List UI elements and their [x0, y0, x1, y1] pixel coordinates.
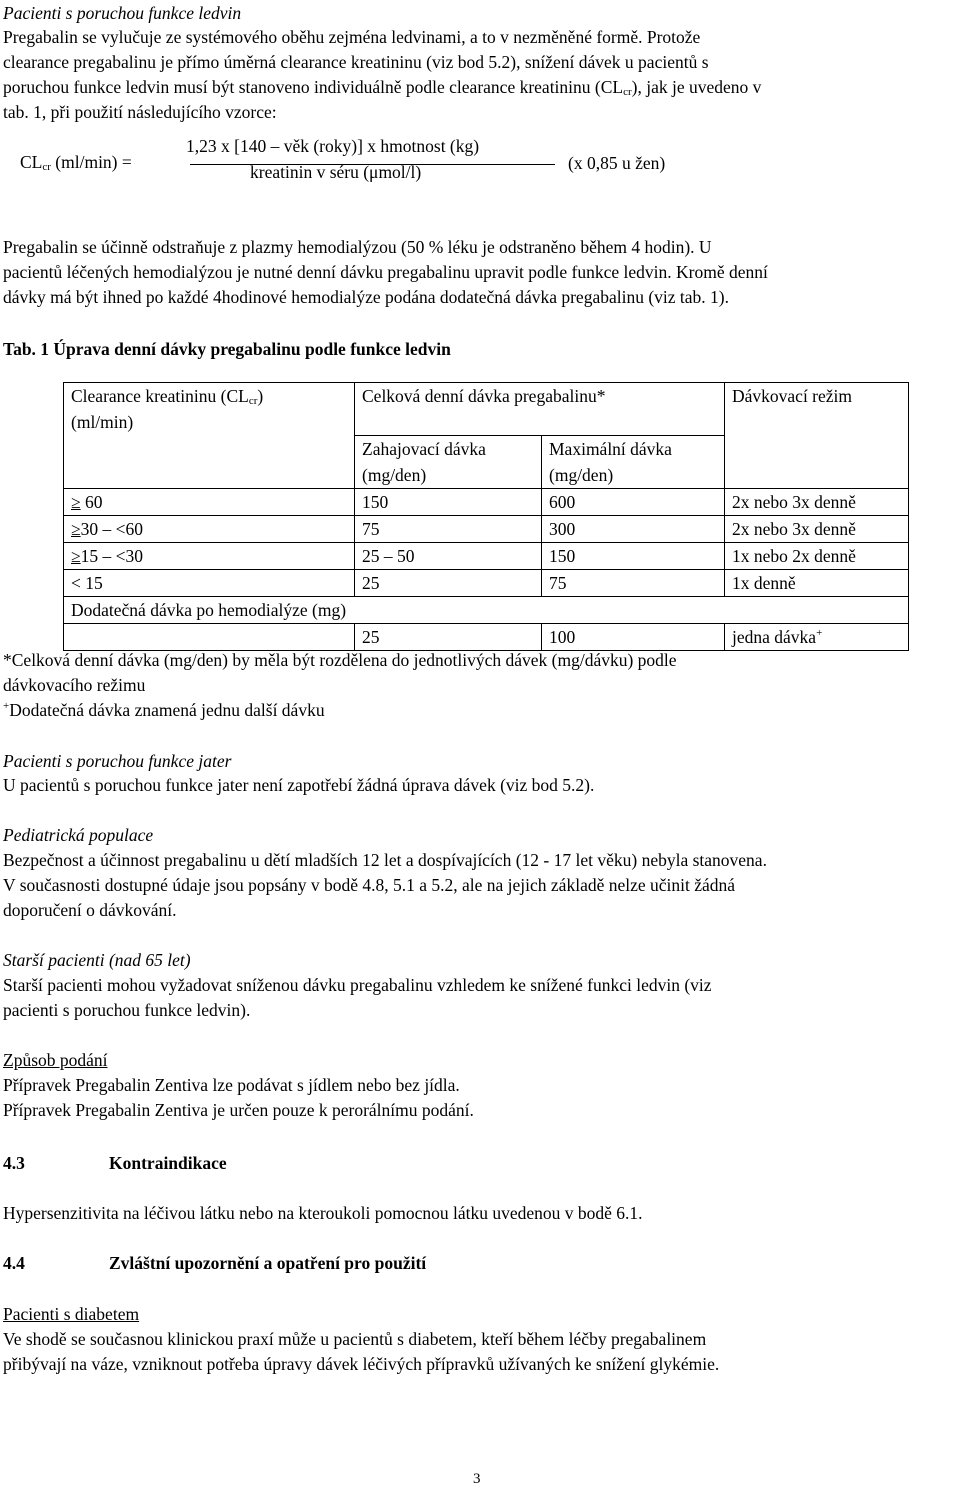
table-caption: Tab. 1 Úprava denní dávky pregabalinu podle funkce ledvin	[3, 339, 451, 359]
diabetes-text-line: Ve shodě se současnou klinickou praxí může u pacientů s diabetem, kteří během léčby pregabalinem	[3, 1329, 707, 1349]
cell-clearance: ≥ 60	[64, 489, 355, 516]
header-clearance: Clearance kreatininu $(CL_{cr})$ (ml/min)	[64, 383, 355, 489]
page-number: 3	[473, 1471, 481, 1487]
section-heading-hepatic: Pacienti s poruchou funkce jater	[3, 751, 232, 771]
formula-numerator: 1,23 x [140 – věk (roky)] x hmotnost (kg)	[186, 136, 480, 156]
section-heading-warnings: 4.4 Zvláštní upozornění a opatření pro použití	[3, 1253, 427, 1273]
cell-clearance: ≥15 – <30	[64, 543, 355, 570]
cell-dialysis-label: Dodatečná dávka po hemodialýze (mg)	[64, 597, 909, 624]
diabetes-text-line: přibývají na váze, vzniknout potřeba úpravy dávek léčivých přípravků užívaných ke snížení glykémie.	[3, 1354, 720, 1374]
elderly-text-line: pacienti s poruchou funkce ledvin).	[3, 1000, 251, 1020]
cell-clearance: < 15	[64, 570, 355, 597]
cell-regimen: 1x nebo 2x denně	[725, 543, 909, 570]
section-heading-administration: Způsob podání	[3, 1050, 108, 1070]
header-max-dose: Maximální dávka (mg/den)	[542, 436, 725, 489]
cell-max: 600	[542, 489, 725, 516]
pediatric-text-line: Bezpečnost a účinnost pregabalinu u dětí mladších 12 let a dospívajících (12 - 17 let věku) nebyla stanovena.	[3, 850, 767, 870]
cell-max: 150	[542, 543, 725, 570]
table-row	[64, 570, 909, 597]
administration-text-line: Přípravek Pregabalin Zentiva je určen pouze k perorálnímu podání.	[3, 1100, 474, 1120]
hepatic-text: U pacientů s poruchou funkce jater není zapotřebí žádná úprava dávek (viz bod 5.2).	[3, 775, 595, 795]
formula-denominator: kreatinin v séru (μmol/l)	[250, 162, 422, 182]
footnote-total-dose: *Celková denní dávka (mg/den) by měla být rozdělena do jednotlivých dávek (mg/dávku) podle	[3, 650, 677, 670]
table-dialysis-label-row	[64, 597, 909, 624]
cell-regimen: 1x denně	[725, 570, 909, 597]
table-row	[64, 543, 909, 570]
formula-lhs: $CL_{cr}$ (ml/min) =	[20, 152, 132, 173]
renal-paragraph-line: tab. 1, při použití následujícího vzorce:	[3, 102, 277, 122]
table-header-row	[64, 383, 909, 436]
cell-start: 25	[355, 570, 542, 597]
renal-paragraph-line: Pregabalin se vylučuje ze systémového oběhu zejména ledvinami, a to v nezměněné formě. Protože	[3, 27, 701, 47]
section-heading-elderly: Starší pacienti (nad 65 let)	[3, 950, 191, 970]
cell-max: 300	[542, 516, 725, 543]
header-regimen: Dávkovací režim	[725, 383, 909, 489]
section-heading-pediatric: Pediatrická populace	[3, 825, 154, 845]
renal-paragraph-line: poruchou funkce ledvin musí být stanoveno individuálně podle clearance kreatininu $(CL_{cr})$, jak je uvedeno v	[3, 77, 762, 98]
cell-max: 75	[542, 570, 725, 597]
table-row	[64, 516, 909, 543]
pediatric-text-line: V současnosti dostupné údaje jsou popsány v bodě 4.8, 5.1 a 5.2, ale na jejich základě nelze učinit žádná	[3, 875, 736, 895]
cell-dialysis-regimen: jedna dávka+	[725, 624, 909, 651]
elderly-text-line: Starší pacienti mohou vyžadovat sníženou dávku pregabalinu vzhledem ke snížené funkci ledvin (viz	[3, 975, 712, 995]
cell-regimen: 2x nebo 3x denně	[725, 516, 909, 543]
renal-paragraph-line: clearance pregabalinu je přímo úměrná clearance kreatininu (viz bod 5.2), snížení dávek u pacientů s	[3, 52, 709, 72]
dialysis-paragraph-line: pacientů léčených hemodialýzou je nutné denní dávku pregabalinu upravit podle funkce ledvin. Kromě denní	[3, 262, 768, 282]
pediatric-text-line: doporučení o dávkování.	[3, 900, 177, 920]
header-total-dose: Celková denní dávka pregabalinu*	[355, 383, 725, 436]
section-heading-contraindications: 4.3 Kontraindikace	[3, 1153, 227, 1173]
contraindications-text: Hypersenzitivita na léčivou látku nebo na kteroukoli pomocnou látku uvedenou v bodě 6.1.	[3, 1203, 643, 1223]
table-row	[64, 489, 909, 516]
cell-start: 150	[355, 489, 542, 516]
dialysis-paragraph-line: dávky má být ihned po každé 4hodinové hemodialýze podána dodatečná dávka pregabalinu (viz tab. 1).	[3, 287, 729, 307]
administration-text-line: Přípravek Pregabalin Zentiva lze podávat s jídlem nebo bez jídla.	[3, 1075, 460, 1095]
dose-adjustment-table	[63, 382, 909, 651]
subheading-diabetes: Pacienti s diabetem	[3, 1304, 140, 1324]
footnote-total-dose-cont: dávkovacího režimu	[3, 675, 146, 695]
footnote-additional-dose: +Dodatečná dávka znamená jednu další dávku	[3, 700, 325, 720]
cell-dialysis-max: 100	[542, 624, 725, 651]
cell-regimen: 2x nebo 3x denně	[725, 489, 909, 516]
cell-start: 25 – 50	[355, 543, 542, 570]
dialysis-paragraph-line: Pregabalin se účinně odstraňuje z plazmy hemodialýzou (50 % léku je odstraněno během 4 hodin). U	[3, 237, 712, 257]
cell-dialysis-start: 25	[355, 624, 542, 651]
cell-start: 75	[355, 516, 542, 543]
cell-clearance: ≥30 – <60	[64, 516, 355, 543]
header-start-dose: Zahajovací dávka (mg/den)	[355, 436, 542, 489]
section-heading-renal: Pacienti s poruchou funkce ledvin	[3, 3, 242, 23]
formula-note: (x 0,85 u žen)	[568, 153, 666, 173]
